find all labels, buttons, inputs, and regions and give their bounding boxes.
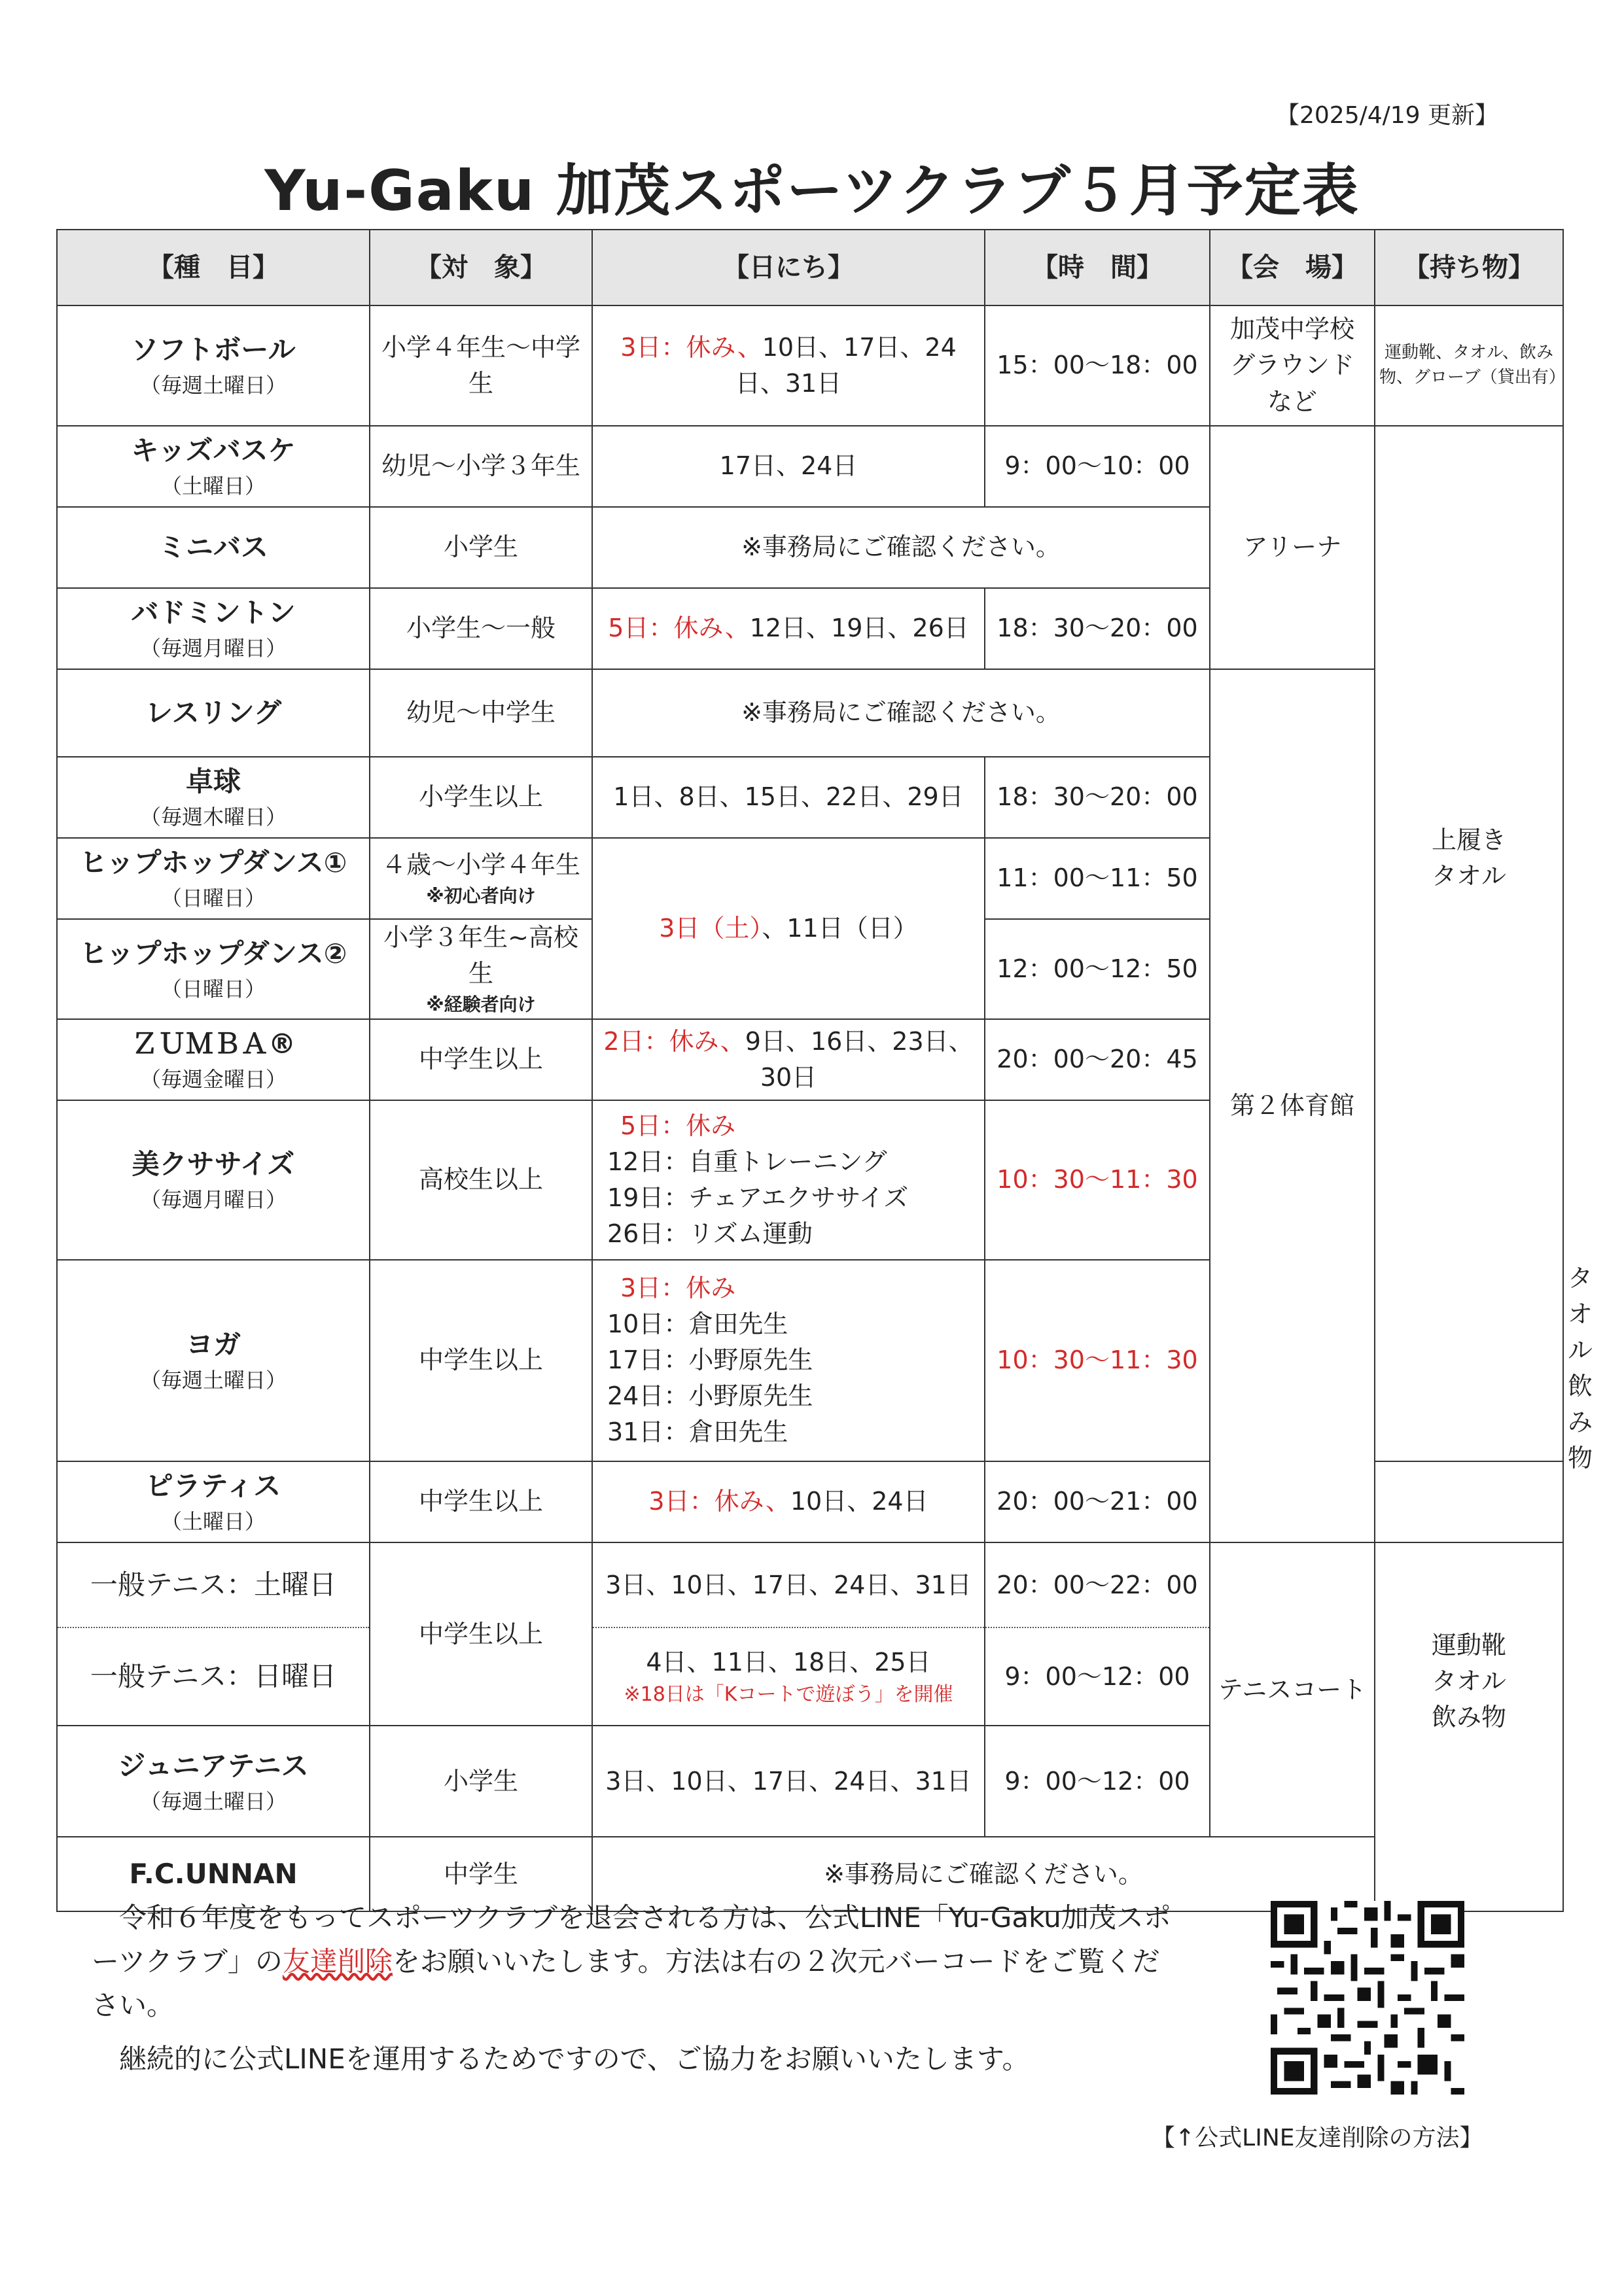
date-cell: 17日、24日 — [592, 426, 985, 507]
target-note: ※経験者向け — [426, 994, 536, 1016]
updated-date: 【2025/4/19 更新】 — [1276, 102, 1499, 129]
col-header-sport: 【種 目】 — [57, 230, 370, 305]
venue-line: 加茂中学校 — [1229, 315, 1354, 344]
date-cell — [592, 1627, 985, 1726]
sport-schedule-note: （日曜日） — [160, 976, 266, 1001]
time-cell: 10：30～11：30 — [985, 1100, 1210, 1260]
date-cell: ※事務局にご確認ください。 — [592, 507, 1210, 588]
col-header-target: 【対 象】 — [370, 230, 592, 305]
table-row — [57, 669, 1563, 757]
closed-date: 5日：休み、 — [608, 614, 750, 643]
venue-line: など — [1267, 387, 1317, 416]
event-note: ※18日は「Kコートで遊ぼう」を開催 — [624, 1683, 953, 1707]
target-cell: 中学生以上 — [370, 1019, 592, 1100]
sport-cell — [57, 1260, 370, 1461]
target-cell: 小学生以上 — [370, 757, 592, 838]
items-line: タオル — [1431, 1666, 1506, 1696]
time-cell: 20：00～22：00 — [985, 1542, 1210, 1627]
sport-schedule-note: （日曜日） — [160, 886, 266, 911]
notice-paragraph: 継続的に公式LINEを運用するためですので、ご協力をお願いいたします。 — [119, 2042, 1030, 2075]
venue-line: グラウンド — [1229, 351, 1354, 380]
time-cell: 15：00～18：00 — [985, 305, 1210, 426]
qr-code[interactable] — [1271, 1901, 1464, 2095]
sport-cell — [57, 1461, 370, 1543]
sport-cell — [57, 426, 370, 507]
sport-name: F.C.UNNAN — [129, 1857, 298, 1890]
target-cell: 小学４年生～中学生 — [370, 305, 592, 426]
date-line: 19日：チェアエクササイズ — [607, 1183, 909, 1212]
sport-name: 一般テニス：日曜日 — [90, 1660, 337, 1692]
date-cell: 3日、10日、17日、24日、31日 — [592, 1726, 985, 1837]
notice-paragraph — [92, 1896, 1171, 2028]
sport-cell — [57, 588, 370, 669]
time-cell: 20：00～21：00 — [985, 1461, 1210, 1543]
items-line: 飲み物 — [1431, 1702, 1506, 1731]
target-cell: 中学生 — [370, 1837, 592, 1911]
date-cell: 3日、10日、17日、24日、31日 — [592, 1542, 985, 1627]
sport-name: レスリング — [145, 696, 281, 729]
table-row: ヨガ （毎週土曜日） 中学生以上 3日：休み 10日：倉田先生 17日：小野原先生 24日：小野原先生 31日：倉田先生 10：30～11：30 タオル 飲み物 — [57, 1260, 1563, 1461]
target-cell: 幼児～小学３年生 — [370, 426, 592, 507]
sport-schedule-note: （毎週金曜日） — [139, 1067, 287, 1092]
notice-text: 令和６年度をもってスポーツクラブを退会される方は、公式LINE「Yu-Gaku加茂スポーツクラブ」の — [92, 1902, 1171, 1978]
sport-cell — [57, 757, 370, 838]
time-cell: 20：00～20：45 — [985, 1019, 1210, 1100]
date-line: 12日：自重トレーニング — [607, 1147, 887, 1176]
sport-name: ヒップホップダンス① — [79, 846, 347, 879]
target-cell: 小学生～一般 — [370, 588, 592, 669]
sport-cell — [57, 1627, 370, 1726]
sport-name: ＺＵＭＢＡ® — [130, 1028, 296, 1060]
sport-name: ピラティス — [145, 1470, 281, 1503]
date-line: 26日：リズム運動 — [607, 1219, 813, 1248]
target-cell: 高校生以上 — [370, 1100, 592, 1260]
col-header-time: 【時 間】 — [985, 230, 1210, 305]
target-cell: 中学生以上 — [370, 1260, 592, 1461]
sport-schedule-note: （毎週土曜日） — [139, 1367, 287, 1393]
sport-cell — [57, 1100, 370, 1260]
sport-schedule-note: （毎週木曜日） — [139, 805, 287, 830]
date-cell: ※事務局にご確認ください。 — [592, 1837, 1375, 1911]
venue-cell: アリーナ — [1210, 426, 1375, 669]
col-header-items: 【持ち物】 — [1375, 230, 1563, 305]
date-cell: ※事務局にご確認ください。 — [592, 669, 1210, 757]
date-cell — [592, 1100, 985, 1260]
closed-date: 3日：休み、 — [620, 332, 762, 362]
time-cell: 9：00～12：00 — [985, 1627, 1210, 1726]
target-cell: 中学生以上 — [370, 1542, 592, 1726]
venue-cell: テニスコート — [1210, 1542, 1375, 1837]
dates: 4日、11日、18日、25日 — [646, 1648, 931, 1677]
schedule-table — [56, 229, 1593, 1912]
target-cell — [370, 838, 592, 919]
target-cell — [370, 919, 592, 1019]
items-cell — [1375, 1542, 1563, 1911]
date-line: 17日：小野原先生 — [607, 1346, 813, 1375]
table-row — [57, 305, 1563, 426]
sport-cell — [57, 1542, 370, 1627]
dates: 10日、24日 — [790, 1487, 928, 1516]
date-cell — [592, 305, 985, 426]
time-cell: 9：00～12：00 — [985, 1726, 1210, 1837]
dates: 12日、19日、26日 — [749, 614, 969, 643]
date-cell — [592, 838, 985, 1019]
dates: 10日、17日、24日、31日 — [735, 332, 957, 398]
time-cell: 18：30～20：00 — [985, 588, 1210, 669]
footer-notice — [92, 1896, 1171, 2090]
sport-schedule-note: （毎週月曜日） — [139, 636, 287, 661]
sport-name: ヒップホップダンス② — [79, 937, 347, 969]
emphasis-text: 友達削除 — [282, 1945, 393, 1978]
sport-name: ジュニアテニス — [118, 1749, 309, 1782]
date-cell: 1日、8日、15日、22日、29日 — [592, 757, 985, 838]
dates: 、11日（日） — [762, 913, 918, 943]
date-cell — [592, 1461, 985, 1543]
target-note: ※初心者向け — [426, 885, 536, 907]
notice-text: をお願いいたします。方法は右の２次元バーコードをご覧ください。 — [92, 1945, 1160, 2022]
dates: 9日、16日、23日、30日 — [745, 1026, 974, 1092]
date-line: 10日：倉田先生 — [607, 1310, 788, 1339]
date-cell — [592, 1260, 985, 1461]
table-row — [57, 1542, 1563, 1627]
sport-name: 美クササイズ — [132, 1148, 295, 1181]
qr-caption: 【↑公式LINE友達削除の方法】 — [1152, 2125, 1483, 2151]
table-header-row — [57, 230, 1563, 305]
time-cell: 10：30～11：30 — [985, 1260, 1210, 1461]
page-title: Yu-Gaku 加茂スポーツクラブ５月予定表 — [264, 158, 1360, 224]
sport-name: キッズバスケ — [131, 434, 296, 467]
target-cell: 中学生以上 — [370, 1461, 592, 1543]
col-header-date: 【日にち】 — [592, 230, 985, 305]
date-cell — [592, 1019, 985, 1100]
items-cell — [1375, 426, 1563, 1461]
sport-schedule-note: （毎週月曜日） — [139, 1187, 287, 1213]
sport-name: バドミントン — [131, 597, 296, 629]
sport-cell — [57, 669, 370, 757]
items-line: 運動靴 — [1431, 1630, 1506, 1660]
sport-name: 一般テニス：土曜日 — [90, 1568, 337, 1601]
time-cell: 12：00～12：50 — [985, 919, 1210, 1019]
sport-schedule-note: （毎週土曜日） — [139, 1788, 287, 1814]
sport-cell — [57, 1019, 370, 1100]
sport-name: 卓球 — [185, 765, 241, 798]
sport-name: ソフトボール — [131, 334, 296, 366]
items-line: タオル — [1431, 861, 1506, 891]
highlight-date: 3日（土） — [659, 913, 762, 943]
sport-cell — [57, 919, 370, 1019]
closed-date: 2日：休み、 — [603, 1026, 745, 1056]
date-line: 24日：小野原先生 — [607, 1382, 813, 1411]
closed-date: 5日：休み — [620, 1111, 736, 1140]
col-header-venue: 【会 場】 — [1210, 230, 1375, 305]
target-cell: 幼児～中学生 — [370, 669, 592, 757]
time-cell: 18：30～20：00 — [985, 757, 1210, 838]
venue-cell: 第２体育館 — [1210, 669, 1375, 1542]
table-row — [57, 426, 1563, 507]
date-line: 31日：倉田先生 — [607, 1418, 788, 1447]
sport-schedule-note: （土曜日） — [160, 1509, 266, 1535]
sport-schedule-note: （毎週土曜日） — [139, 373, 287, 398]
time-cell: 9：00～10：00 — [985, 426, 1210, 507]
sport-cell — [57, 1726, 370, 1837]
target-text: 小学３年生~高校生 — [383, 923, 578, 988]
time-cell: 11：00～11：50 — [985, 838, 1210, 919]
items-cell: 運動靴、タオル、飲み物、グローブ（貸出有） — [1375, 305, 1563, 426]
closed-date: 3日：休み — [620, 1273, 736, 1302]
items-line: 上履き — [1431, 826, 1506, 855]
sport-cell — [57, 838, 370, 919]
sport-cell — [57, 305, 370, 426]
date-cell — [592, 588, 985, 669]
sport-name: ミニバス — [158, 531, 268, 563]
sport-name: ヨガ — [185, 1329, 241, 1361]
sport-schedule-note: （土曜日） — [160, 474, 266, 499]
target-cell: 小学生 — [370, 507, 592, 588]
sport-cell — [57, 507, 370, 588]
closed-date: 3日：休み、 — [648, 1487, 790, 1516]
venue-cell — [1210, 305, 1375, 426]
target-text: ４歳～小学４年生 — [381, 850, 580, 880]
target-cell: 小学生 — [370, 1726, 592, 1837]
